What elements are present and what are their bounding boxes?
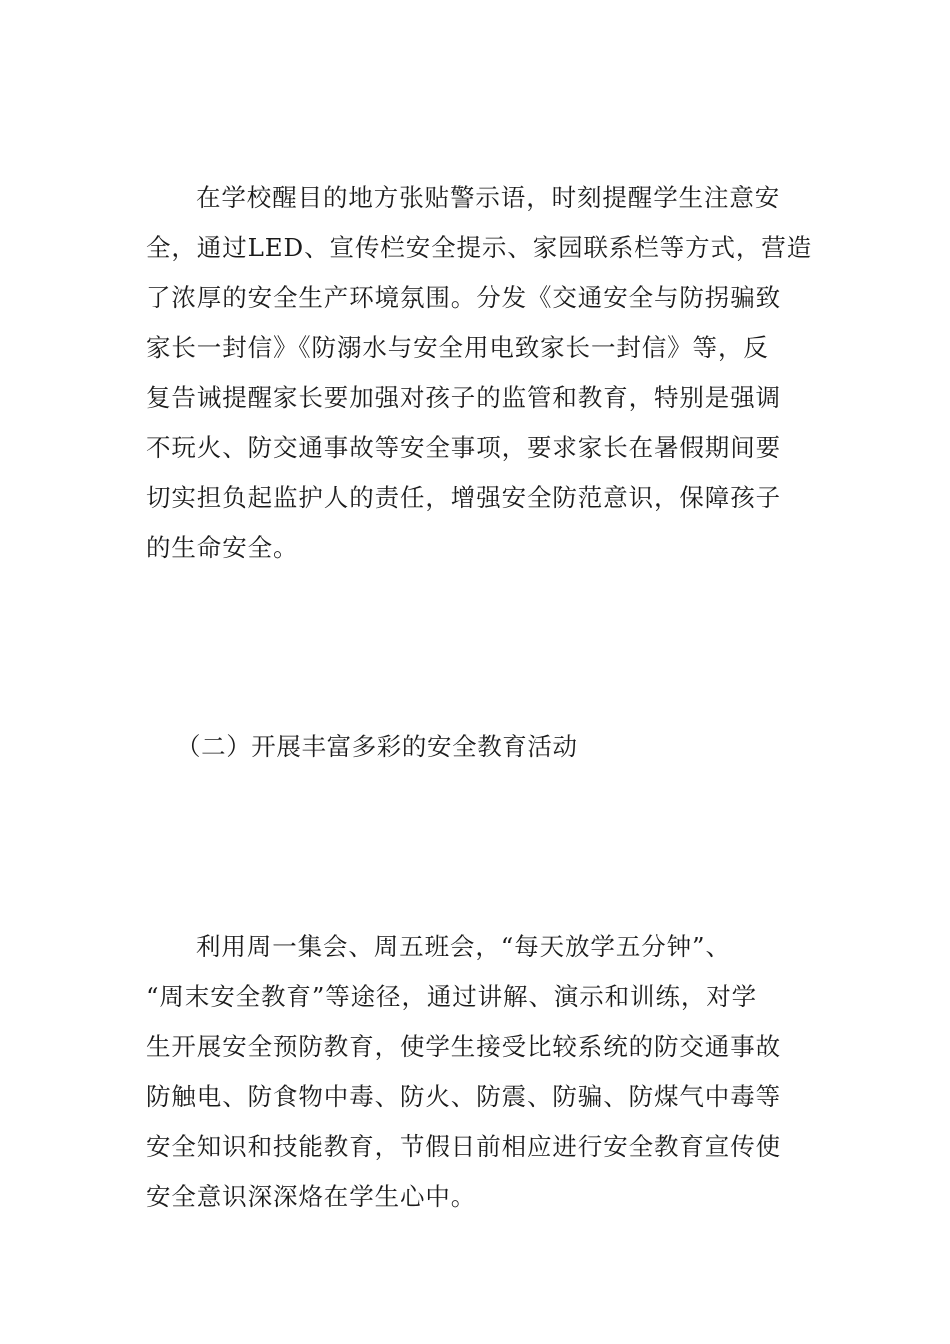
paragraph-1-line-8: 的生命安全。 bbox=[146, 533, 299, 562]
paragraph-1-line-7: 切实担负起监护人的责任，增强安全防范意识，保障孩子 bbox=[146, 483, 781, 512]
paragraph-2-line-1: 利用周一集会、周五班会，“每天放学五分钟”、 bbox=[196, 932, 731, 961]
paragraph-1-line-5: 复告诫提醒家长要加强对孩子的监管和教育，特别是强调 bbox=[146, 383, 781, 412]
paragraph-1-line-6: 不玩火、防交通事故等安全事项，要求家长在暑假期间要 bbox=[146, 433, 781, 462]
paragraph-2-line-3: 生开展安全预防教育，使学生接受比较系统的防交通事故 bbox=[146, 1032, 781, 1061]
paragraph-1-line-3: 了浓厚的安全生产环境氛围。分发《交通安全与防拐骗致 bbox=[146, 283, 781, 312]
paragraph-2-line-4: 防触电、防食物中毒、防火、防震、防骗、防煤气中毒等 bbox=[146, 1082, 781, 1111]
paragraph-1-line-2: 全，通过LED、宣传栏安全提示、家园联系栏等方式，营造 bbox=[146, 233, 813, 262]
paragraph-2-line-2: “周末安全教育”等途径，通过讲解、演示和训练，对学 bbox=[146, 982, 758, 1011]
paragraph-1-line-4: 家长一封信》《防溺水与安全用电致家长一封信》等，反 bbox=[146, 333, 769, 362]
paragraph-1-line-1: 在学校醒目的地方张贴警示语，时刻提醒学生注意安 bbox=[196, 183, 781, 212]
paragraph-2-line-6: 安全意识深深烙在学生心中。 bbox=[146, 1182, 477, 1211]
paragraph-2-line-5: 安全知识和技能教育，节假日前相应进行安全教育宣传使 bbox=[146, 1132, 781, 1161]
section-heading: （二）开展丰富多彩的安全教育活动 bbox=[176, 732, 578, 761]
